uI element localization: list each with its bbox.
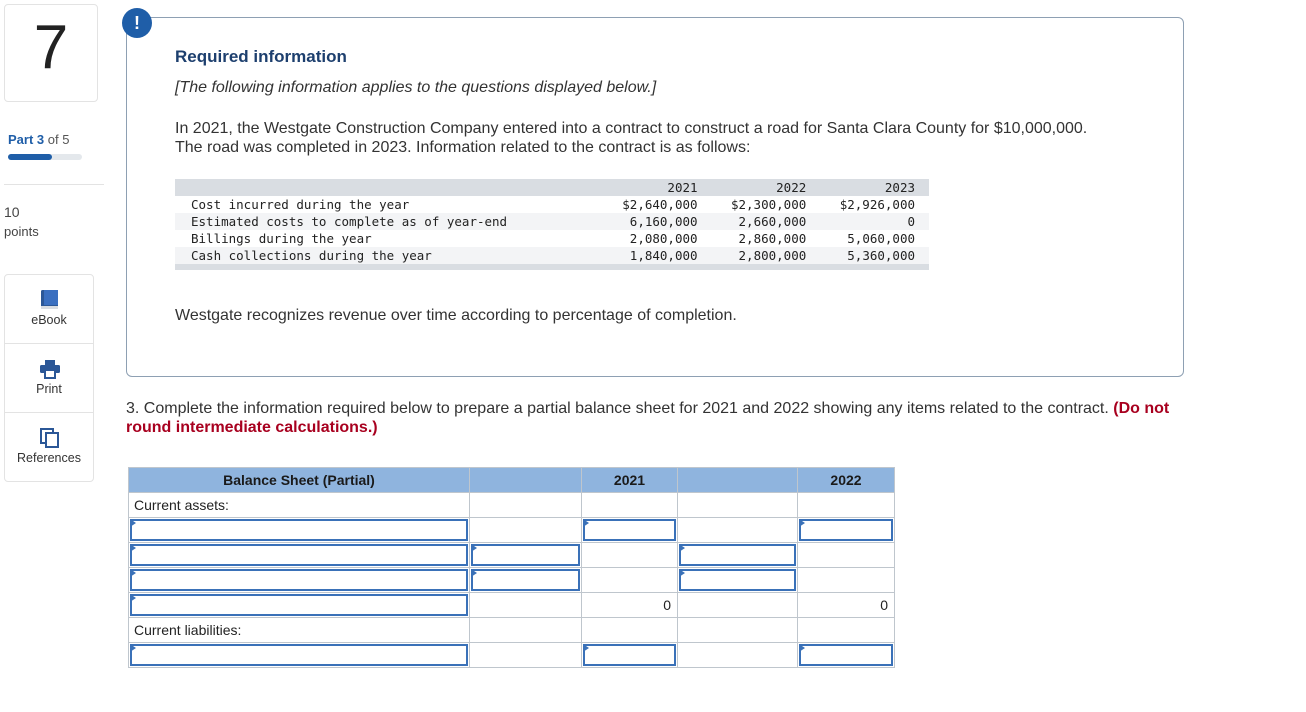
asset-total-label-dropdown[interactable] <box>130 594 468 616</box>
part-progress-bar <box>8 154 82 160</box>
part-label: Part 3 <box>8 132 45 147</box>
empty-cell <box>470 493 582 518</box>
cell-value: $2,640,000 <box>622 197 698 212</box>
table-row <box>175 213 929 230</box>
cell-value: 2,080,000 <box>629 231 698 246</box>
question-prompt <box>126 399 1186 437</box>
header-2021: 2021 <box>582 468 678 493</box>
row-label: Cost incurred during the year <box>191 197 410 212</box>
table-footer-rule <box>175 264 929 270</box>
part-progress-fill <box>8 154 52 160</box>
liability-1-2021-input[interactable] <box>583 644 676 666</box>
asset-1-label-cell <box>129 518 470 543</box>
ebook-label: eBook <box>31 313 67 327</box>
header-blank <box>175 179 616 196</box>
liability-1-2022-cell <box>798 643 895 668</box>
table-row <box>129 493 895 518</box>
asset-1-2021-input[interactable] <box>583 519 676 541</box>
tools-panel <box>4 274 94 482</box>
total-assets-2022: 0 <box>798 593 895 618</box>
header-2022: 2022 <box>798 468 895 493</box>
revenue-recognition-note: Westgate recognizes revenue over time according to percentage of completion. <box>175 307 737 324</box>
points-value: 10 <box>4 204 20 220</box>
liability-1-2022-input[interactable] <box>799 644 893 666</box>
cell-value: 6,160,000 <box>616 213 712 230</box>
question-number: 7 <box>4 4 98 102</box>
empty-cell <box>798 618 895 643</box>
empty-cell <box>470 618 582 643</box>
cell-value: 5,060,000 <box>847 231 915 246</box>
table-row <box>175 247 929 264</box>
empty-cell <box>582 543 678 568</box>
cell-value: 2,800,000 <box>712 247 821 264</box>
contract-table-header <box>175 179 929 196</box>
asset-3-label-cell <box>129 568 470 593</box>
info-note: [The following information applies to the questions displayed below.] <box>175 79 657 96</box>
total-assets-2021: 0 <box>582 593 678 618</box>
liability-1-2021-cell <box>582 643 678 668</box>
liability-1-label-dropdown[interactable] <box>130 644 468 666</box>
points-block <box>4 203 39 241</box>
header-2021-label-cell <box>470 468 582 493</box>
part-total: of 5 <box>47 132 70 147</box>
cell-value: 2,860,000 <box>738 231 807 246</box>
asset-2-2021-input[interactable] <box>471 544 580 566</box>
asset-1-2022-input[interactable] <box>799 519 893 541</box>
contract-description: In 2021, the Westgate Construction Company entered into a contract to construct a road for Santa Clara County for $10,000,000. The road was completed in 2023. Information related to the contract is as follows: <box>175 120 1088 156</box>
part-indicator <box>8 132 69 147</box>
empty-cell <box>470 593 582 618</box>
row-label: Estimated costs to complete as of year-end <box>175 213 616 230</box>
empty-cell <box>678 618 798 643</box>
cell-value: 0 <box>820 213 929 230</box>
asset-total-label-cell <box>129 593 470 618</box>
copy-icon <box>39 427 61 449</box>
empty-cell <box>678 493 798 518</box>
table-row <box>129 518 895 543</box>
cell-value: $2,926,000 <box>839 197 915 212</box>
asset-3-2021-input[interactable] <box>471 569 580 591</box>
empty-cell <box>798 568 895 593</box>
cell-value: 5,360,000 <box>820 247 929 264</box>
asset-3-2022-input[interactable] <box>679 569 796 591</box>
empty-cell <box>470 643 582 668</box>
balance-sheet-header <box>129 468 895 493</box>
row-label: Billings during the year <box>191 231 372 246</box>
table-row <box>175 196 929 213</box>
print-label: Print <box>36 382 62 396</box>
asset-2-label-cell <box>129 543 470 568</box>
asset-3-2022-cell <box>678 568 798 593</box>
empty-cell <box>798 543 895 568</box>
asset-2-2021-cell <box>470 543 582 568</box>
liability-1-label-cell <box>129 643 470 668</box>
table-row <box>129 568 895 593</box>
header-balance-sheet: Balance Sheet (Partial) <box>129 468 470 493</box>
empty-cell <box>582 618 678 643</box>
asset-1-2021-cell <box>582 518 678 543</box>
empty-cell <box>470 518 582 543</box>
references-label: References <box>17 451 81 465</box>
ebook-button[interactable] <box>5 275 93 344</box>
year-2022-header: 2022 <box>712 179 821 196</box>
printer-icon <box>39 358 61 380</box>
book-icon <box>39 289 61 311</box>
empty-cell <box>678 518 798 543</box>
question-text: 3. Complete the information required below to prepare a partial balance sheet for 2021 and 2022 showing any items related to the contract. <box>126 400 1109 417</box>
empty-cell <box>582 568 678 593</box>
table-row <box>129 618 895 643</box>
cell-value: 1,840,000 <box>616 247 712 264</box>
header-2022-label-cell <box>678 468 798 493</box>
contract-data-table <box>175 179 929 270</box>
asset-2-2022-input[interactable] <box>679 544 796 566</box>
asset-1-2022-cell <box>798 518 895 543</box>
balance-sheet-table <box>128 467 895 668</box>
table-row <box>129 543 895 568</box>
cell-value: $2,300,000 <box>730 197 807 212</box>
empty-cell <box>678 593 798 618</box>
year-2021-header: 2021 <box>616 179 712 196</box>
current-assets-label: Current assets: <box>129 493 470 518</box>
references-button[interactable] <box>5 413 93 481</box>
asset-2-2022-cell <box>678 543 798 568</box>
table-row <box>129 643 895 668</box>
empty-cell <box>798 493 895 518</box>
required-info-heading: Required information <box>175 47 347 66</box>
points-label: points <box>4 224 39 239</box>
empty-cell <box>678 643 798 668</box>
empty-cell <box>582 493 678 518</box>
cell-value: 2,660,000 <box>712 213 821 230</box>
sidebar-divider <box>4 184 104 185</box>
table-row <box>129 593 895 618</box>
asset-3-label-dropdown[interactable] <box>130 569 468 591</box>
alert-icon: ! <box>122 8 152 38</box>
asset-1-label-dropdown[interactable] <box>130 519 468 541</box>
question-instruction: (Do not round intermediate calculations.) <box>126 400 1170 436</box>
table-row <box>175 230 929 247</box>
year-2023-header: 2023 <box>820 179 929 196</box>
asset-3-2021-cell <box>470 568 582 593</box>
asset-2-label-dropdown[interactable] <box>130 544 468 566</box>
current-liabilities-label: Current liabilities: <box>129 618 470 643</box>
row-label: Cash collections during the year <box>175 247 616 264</box>
print-button[interactable] <box>5 344 93 413</box>
